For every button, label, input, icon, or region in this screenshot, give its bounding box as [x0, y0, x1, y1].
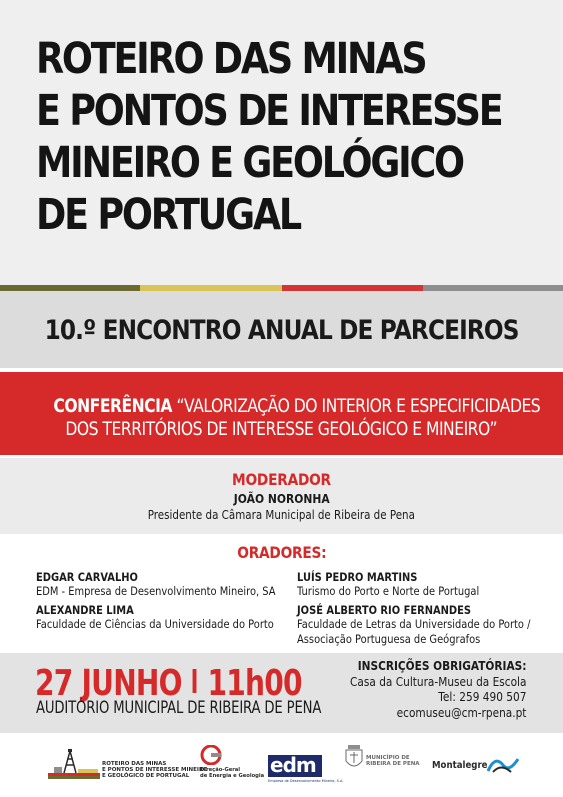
edm-logo-subtitle: Empresa de Desenvolvimento Mineiro, S.A.: [268, 779, 344, 783]
inscricoes-heading: INSCRIÇÕES OBRIGATÓRIAS:: [357, 659, 526, 673]
coat-of-arms-icon: [344, 745, 364, 771]
montalegre-logo-text: Montalegre: [432, 760, 488, 771]
date-band: [0, 653, 563, 733]
title-line-1: ROTEIRO DAS MINAS: [36, 35, 426, 84]
sponsor-logos: [0, 733, 563, 797]
dgeg-mark-icon: [200, 745, 222, 765]
conferencia-band: [0, 372, 563, 455]
conferencia-title-line-1: “VALORIZAÇÃO DO INTERIOR E ESPECIFICIDADES: [176, 395, 541, 417]
title-line-2: E PONTOS DE INTERESSE: [36, 87, 502, 136]
mine-tower-icon: [48, 747, 100, 781]
dgeg-logo-line-1: Direção-Geral: [200, 767, 241, 773]
roteiro-logo-line-3: E GEOLÓGICO DE PORTUGAL: [102, 773, 190, 779]
roteiro-logo: [48, 747, 208, 783]
roteiro-logo-line-2: E PONTOS DE INTERESSE MINEIRO: [102, 767, 208, 773]
conferencia-title-line-2: DOS TERRITÓRIOS DE INTERESSE GEOLÓGICO E MINEIRO”: [65, 418, 498, 440]
title-line-4: DE PORTUGAL: [36, 191, 300, 240]
date-separator: [193, 669, 197, 693]
speaker-affiliation: EDM - Empresa de Desenvolvimento Mineiro, SA: [36, 584, 276, 598]
municipio-logo-line-1: MUNICÍPIO DE: [366, 755, 410, 761]
speaker-name: JOSÉ ALBERTO RIO FERNANDES: [297, 603, 472, 617]
inscricoes-place: Casa da Cultura-Museu da Escola: [349, 674, 526, 689]
main-title: [36, 34, 502, 242]
roteiro-logo-line-1: ROTEIRO DAS MINAS: [102, 761, 167, 767]
speaker-affiliation: Faculdade de Ciências da Universidade do Porto: [36, 617, 274, 631]
encontro-title: 10.º ENCONTRO ANUAL DE PARCEIROS: [44, 315, 519, 346]
speaker-name: ALEXANDRE LIMA: [36, 603, 134, 617]
speaker-affiliation: Faculdade de Letras da Universidade do Porto /: [297, 617, 531, 631]
title-line-3: MINEIRO E GEOLÓGICO: [36, 139, 463, 188]
speaker-name: LUÍS PEDRO MARTINS: [297, 570, 418, 584]
moderador-name: JOÃO NORONHA: [233, 491, 330, 506]
moderador-heading: MODERADOR: [232, 470, 331, 489]
mountain-wave-icon: [487, 753, 519, 773]
edm-logo-mark: edm: [270, 753, 316, 777]
inscricoes-block: [326, 659, 526, 721]
conferencia-label: CONFERÊNCIA: [53, 395, 172, 417]
speaker-name: EDGAR CARVALHO: [36, 570, 138, 584]
speaker-2: [36, 603, 313, 632]
oradores-heading: ORADORES:: [236, 543, 327, 562]
speaker-affiliation: Associação Portuguesa de Geógrafos: [297, 632, 481, 646]
event-date: 27 JUNHO: [35, 663, 182, 704]
montalegre-logo: [432, 753, 522, 777]
edm-logo: [268, 753, 344, 785]
municipio-logo: [344, 745, 420, 787]
dgeg-logo: [200, 745, 265, 785]
oradores-section: [0, 537, 563, 653]
speaker-3: [297, 570, 509, 599]
moderador-role: Presidente da Câmara Municipal de Ribeira de Pena: [147, 508, 416, 522]
municipio-logo-line-2: RIBEIRA DE PENA: [366, 761, 420, 767]
inscricoes-phone: Tel: 259 490 507: [437, 690, 526, 704]
moderador-section: [0, 458, 563, 534]
encontro-band: [0, 291, 563, 368]
inscricoes-email[interactable]: ecomuseu@cm-rpena.pt: [396, 705, 526, 720]
event-time: 11h00: [207, 663, 302, 704]
speaker-4: [297, 603, 563, 647]
title-block: [0, 0, 563, 285]
speaker-affiliation: Turismo do Porto e Norte de Portugal: [297, 584, 480, 598]
speaker-1: [36, 570, 315, 599]
event-venue: AUDITÓRIO MUNICIPAL DE RIBEIRA DE PENA: [36, 698, 322, 717]
dgeg-logo-line-2: de Energia e Geologia: [200, 773, 265, 779]
